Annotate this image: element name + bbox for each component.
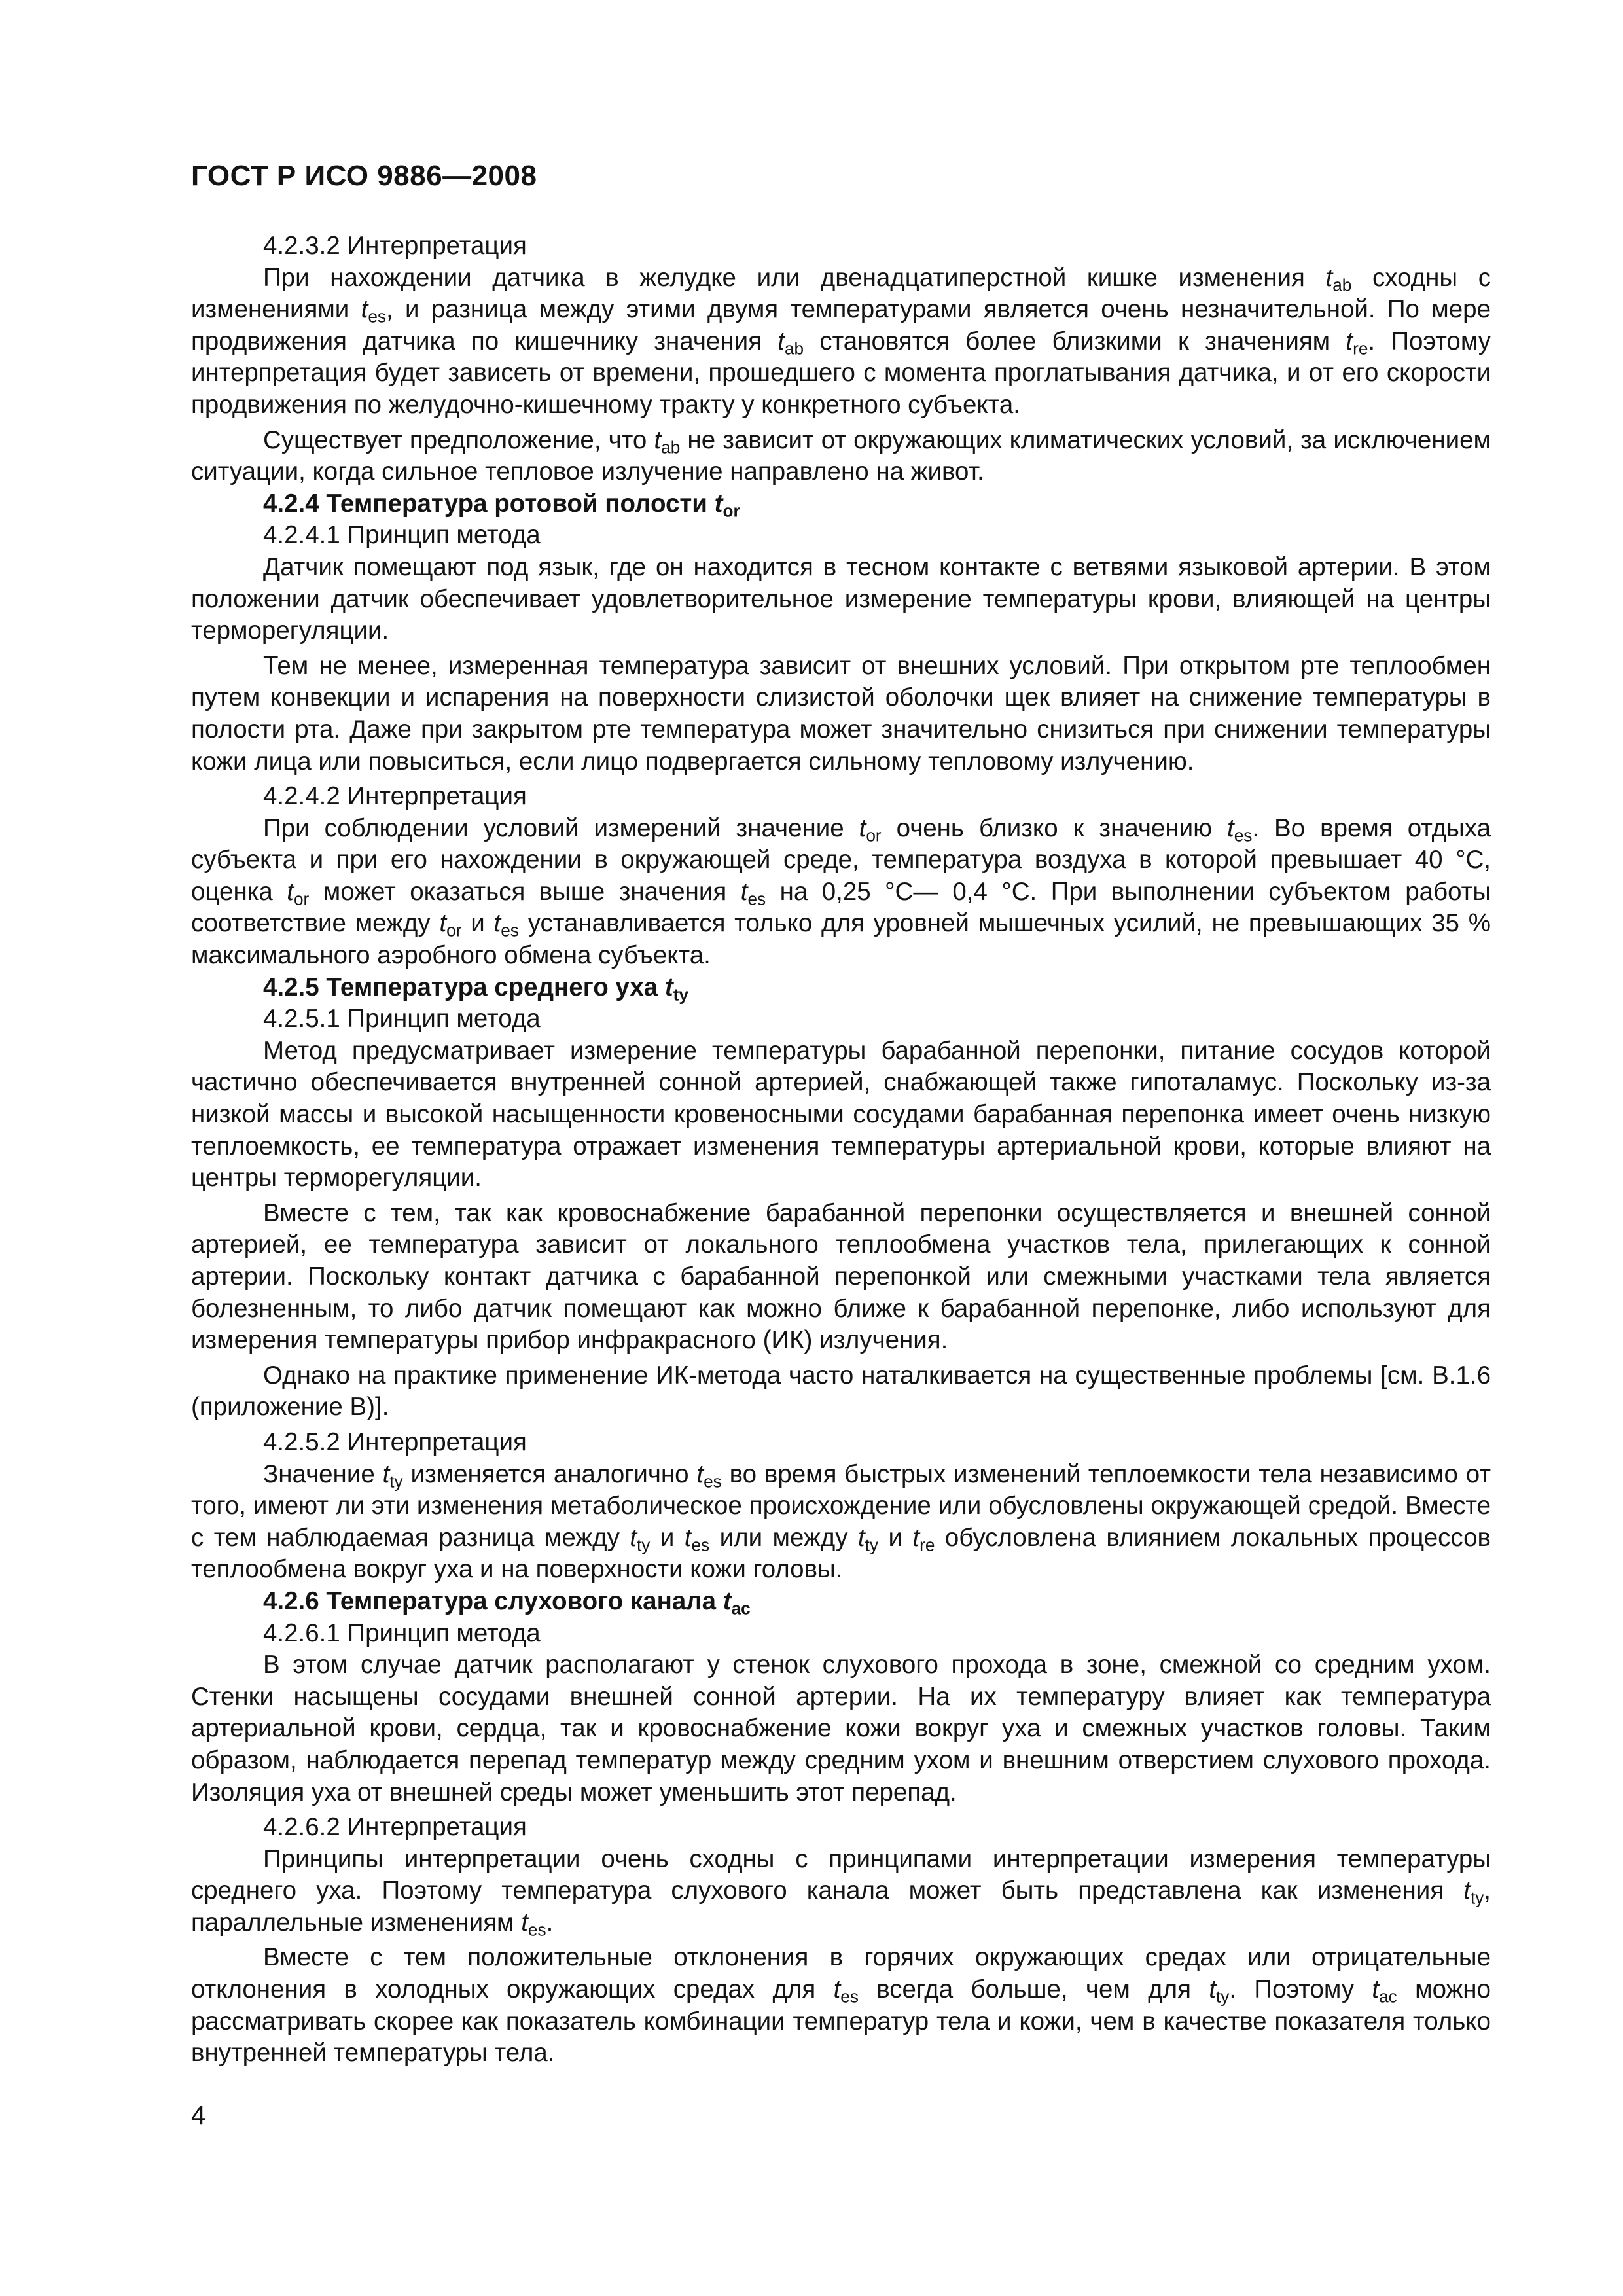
subsection-title-4-2-3-2: 4.2.3.2 Интерпретация bbox=[263, 232, 527, 260]
paragraph-4-2-3-2-2: Существует предположение, что $t_{ab}$ не зависит от окружающих климатических условий, за исключением ситуации, когда сильное тепловое излучение направлено на живот. bbox=[191, 425, 1491, 486]
paragraph-4-2-6-2-1: Принципы интерпретации очень сходны с принципами интерпретации измерения температуры среднего уха. Поэтому температура слухового канала может быть представлена как изменения $t_{ty}$, параллельные изменениям $t_{es}$. bbox=[191, 1844, 1491, 1940]
symbol-t-ac: $t_{ac}$ bbox=[1372, 1975, 1397, 2007]
symbol-t-re: $t_{re}$ bbox=[1346, 327, 1368, 359]
symbol-t-ab: $t_{ab}$ bbox=[777, 327, 804, 359]
paragraph-4-2-5-1-1: Метод предусматривает измерение температуры барабанной перепонки, питание сосудов которой частично обеспечивается внутренней сонной артерией, снабжающей также гипоталамус. Поскольку из-за низкой массы и высокой насыщенности кровеносными сосудами барабанная перепонка имеет очень низкую теплоемкость, ее температура отражает изменения температуры артериальной крови, которые влияют на центры терморегуляции. bbox=[191, 1036, 1491, 1193]
section-title-4-2-5: 4.2.5 Температура среднего уха $t_{ty}$ bbox=[263, 973, 688, 1004]
subsection-title-4-2-4-2: 4.2.4.2 Интерпретация bbox=[263, 782, 527, 811]
paragraph-4-2-4-1-2: Тем не менее, измеренная температура зависит от внешних условий. При открытом рте теплообмен путем конвекции и испарения на поверхности слизистой оболочки щек влияет на снижение температуры в полости рта. Даже при закрытом рте температура может значительно снизиться при снижении температуры кожи лица или повыситься, если лицо подвергается сильному тепловому излучению. bbox=[191, 651, 1491, 776]
symbol-t-es: $t_{es}$ bbox=[1227, 814, 1253, 846]
symbol-t-es: $t_{es}$ bbox=[493, 909, 519, 941]
symbol-t-ty: $t_{ty}$ bbox=[630, 1523, 651, 1555]
section-title-4-2-6: 4.2.6 Температура слухового канала $t_{ac}$ bbox=[263, 1587, 751, 1619]
document-header: ГОСТ Р ИСО 9886—2008 bbox=[191, 160, 537, 192]
symbol-t-re: $t_{re}$ bbox=[912, 1523, 935, 1555]
paragraph-4-2-6-2-2: Вместе с тем положительные отклонения в горячих окружающих средах или отрицательные отклонения в холодных окружающих средах для $t_{es}$ всегда больше, чем для $t_{ty}$. Поэтому $t_{ac}$ можно рассматривать скорее как показатель комбинации температур тела и кожи, чем в качестве показателя только внутренней температуры тела. bbox=[191, 1943, 1491, 2068]
paragraph-4-2-5-2-1: Значение $t_{ty}$ изменяется аналогично $t_{es}$ во время быстрых изменений теплоемкости тела независимо от того, имеют ли эти изменения метаболическое происхождение или обусловлены окружающей средой. Вместе с тем наблюдаемая разница между $t_{ty}$ и $t_{es}$ или между $t_{ty}$ и $t_{re}$ обусловлена влиянием локальных процессов теплообмена вокруг уха и на поверхности кожи головы. bbox=[191, 1460, 1491, 1584]
symbol-t-es: $t_{es}$ bbox=[740, 877, 766, 909]
symbol-t-ab: $t_{ab}$ bbox=[654, 425, 681, 457]
symbol-t-es: $t_{es}$ bbox=[684, 1523, 710, 1555]
paragraph-4-2-5-1-3: Однако на практике применение ИК-метода часто наталкивается на существенные проблемы [см. В.1.6 (приложение В)]. bbox=[191, 1361, 1491, 1422]
document-body bbox=[191, 230, 1491, 2070]
symbol-t-or: $t_{or}$ bbox=[439, 909, 462, 941]
subsection-title-4-2-5-1: 4.2.5.1 Принцип метода bbox=[263, 1005, 541, 1033]
subsection-title-4-2-6-1: 4.2.6.1 Принцип метода bbox=[263, 1619, 541, 1647]
symbol-t-ty: $t_{ty}$ bbox=[1209, 1975, 1230, 2007]
subsection-title-4-2-5-2: 4.2.5.2 Интерпретация bbox=[263, 1427, 527, 1456]
paragraph-4-2-6-1-1: В этом случае датчик располагают у стенок слухового прохода в зоне, смежной со средним ухом. Стенки насыщены сосудами внешней сонной артерии. На их температуру влияет как температура артериальной крови, сердца, так и кровоснабжение кожи вокруг уха и смежных участков головы. Таким образом, наблюдается перепад температур между средним ухом и внешним отверстием слухового прохода. Изоляция уха от внешней среды может уменьшить этот перепад. bbox=[191, 1651, 1491, 1806]
paragraph-4-2-3-2-1: При нахождении датчика в желудке или двенадцатиперстной кишке изменения $t_{ab}$ сходны с изменениями $t_{es}$, и разница между этими двумя температурами является очень незначительной. По мере продвижения датчика по кишечнику значения $t_{ab}$ становятся более близкими к значениям $t_{re}$. Поэтому интерпретация будет зависеть от времени, прошедшего с момента проглатывания датчика, и от его скорости продвижения по желудочно-кишечному тракту у конкретного субъекта. bbox=[191, 263, 1491, 419]
page-number: 4 bbox=[191, 2101, 206, 2130]
subsection-title-4-2-6-2: 4.2.6.2 Интерпретация bbox=[263, 1813, 527, 1842]
section-title-4-2-4: 4.2.4 Температура ротовой полости $t_{or}$ bbox=[263, 489, 740, 521]
symbol-t-or: $t_{or}$ bbox=[287, 877, 310, 909]
symbol-t-ab: $t_{ab}$ bbox=[1325, 263, 1352, 295]
symbol-t-ty: $t_{ty}$ bbox=[857, 1523, 878, 1555]
symbol-t-or: $t_{or}$ bbox=[859, 814, 882, 846]
symbol-t-or: $t_{or}$ bbox=[714, 489, 740, 521]
symbol-t-es: $t_{es}$ bbox=[833, 1975, 859, 2007]
symbol-t-es: $t_{es}$ bbox=[696, 1460, 722, 1491]
paragraph-4-2-4-2-1: При соблюдении условий измерений значение $t_{or}$ очень близко к значению $t_{es}$. Во время отдыха субъекта и при его нахождении в окружающей среде, температура воздуха в которой превышает 40 °С, оценка $t_{or}$ может оказаться выше значения $t_{es}$ на 0,25 °С— 0,4 °С. При выполнении субъектом работы соответствие между $t_{or}$ и $t_{es}$ устанавливается только для уровней мышечных усилий, не превышающих 35 % максимального аэробного обмена субъекта. bbox=[191, 814, 1491, 970]
symbol-t-ty: $t_{ty}$ bbox=[664, 973, 688, 1004]
subsection-title-4-2-4-1: 4.2.4.1 Принцип метода bbox=[263, 521, 541, 550]
paragraph-4-2-4-1-1: Датчик помещают под язык, где он находится в тесном контакте с ветвями языковой артерии. В этом положении датчик обеспечивает удовлетворительное измерение температуры крови, влияющей на центры терморегуляции. bbox=[191, 552, 1491, 645]
symbol-t-es: $t_{es}$ bbox=[361, 295, 386, 327]
paragraph-4-2-5-1-2: Вместе с тем, так как кровоснабжение барабанной перепонки осуществляется и внешней сонной артерией, ее температура зависит от локального теплообмена участков тела, прилегающих к сонной артерии. Поскольку контакт датчика с барабанной перепонкой или смежными участками тела является болезненным, то либо датчик помещают как можно ближе к барабанной перепонке, либо используют для измерения температуры прибор инфракрасного (ИК) излучения. bbox=[191, 1198, 1491, 1355]
symbol-t-ty: $t_{ty}$ bbox=[1463, 1876, 1484, 1908]
symbol-t-ac: $t_{ac}$ bbox=[722, 1587, 751, 1619]
symbol-t-es: $t_{es}$ bbox=[521, 1908, 546, 1940]
symbol-t-ty: $t_{ty}$ bbox=[382, 1460, 403, 1491]
